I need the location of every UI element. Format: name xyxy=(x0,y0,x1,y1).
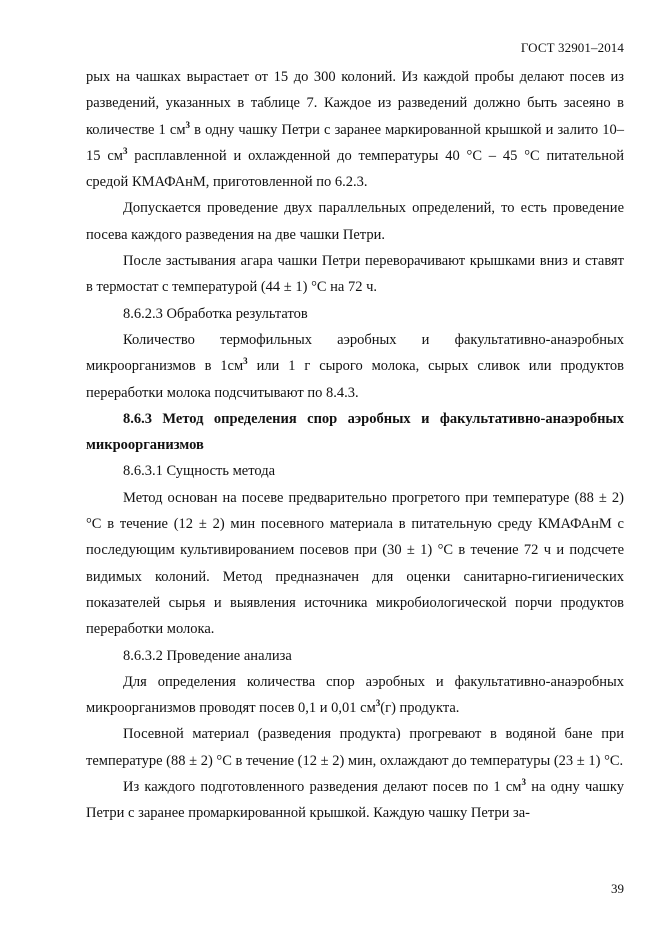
document-body xyxy=(86,64,624,827)
superscript: 3 xyxy=(122,145,128,156)
paragraph-text: Для определения количества спор аэробных и факультативно-анаэробных микроорганизмов проводят посев 0,1 и 0,01 см xyxy=(86,673,624,717)
superscript: 3 xyxy=(185,119,190,130)
page-number: 39 xyxy=(611,881,624,896)
section-heading-8-6-3: 8.6.3 Метод определения спор аэробных и факультативно-анаэробных микроорганизмов xyxy=(86,410,624,454)
paragraph-text: Количество термофильных аэробных и факультативно-анаэробных микроорганизмов в 1см xyxy=(86,331,624,375)
paragraph-text: рых на чашках вырастает от 15 до 300 колоний. Из каждой пробы делают посев из разведений, указанных в таблице 7. Каждое из разведений должно быть засеяно в количестве 1 см xyxy=(86,69,624,138)
section-title-8-6-3-1: 8.6.3.1 Сущность метода xyxy=(123,463,276,480)
document-header: ГОСТ 32901–2014 xyxy=(520,40,624,55)
paragraph-text: расплавленной и охлажденной до температуры 40 °С – 45 °С питательной средой КМАФАнМ, приготовленной по 6.2.3. xyxy=(86,147,624,191)
paragraph-text: (г) продукта. xyxy=(380,700,460,717)
section-title-8-6-2-3: 8.6.2.3 Обработка результатов xyxy=(123,305,308,322)
paragraph-method-essence: Метод основан на посеве предварительно прогретого при температуре (88 ± 2) °С в течение (12 ± 2) мин посевного материала в питательную среду КМАФАнМ с последующим культивированием посевов при (30 ± 1) °С в течение 72 ч и подсчете видимых колоний. Метод предназначен для оценки санитарно-гигиенических показателей сырья и выявления источника микробиологической порчи продуктов переработки молока. xyxy=(86,489,624,638)
paragraph-text: Из каждого подготовленного разведения делают посев по 1 см xyxy=(123,779,522,796)
paragraph-parallel-determinations: Допускается проведение двух параллельных определений, то есть проведение посева каждого разведения на две чашки Петри. xyxy=(86,200,624,243)
paragraph-inoculation xyxy=(86,774,624,827)
paragraph-continuation xyxy=(86,64,624,195)
superscript: 3 xyxy=(521,777,526,788)
paragraph-text: на одну чашку Петри с заранее промаркированной крышкой. Каждую чашку Петри за- xyxy=(86,779,624,822)
superscript: 3 xyxy=(375,698,381,709)
superscript: 3 xyxy=(243,356,248,367)
section-title-8-6-3-2: 8.6.3.2 Проведение анализа xyxy=(123,647,292,664)
paragraph-results xyxy=(86,327,624,406)
paragraph-text: в одну чашку Петри с заранее маркированной крышкой и залито 10–15 см xyxy=(86,121,624,164)
paragraph-spore-count xyxy=(86,669,624,722)
paragraph-incubation: После застывания агара чашки Петри переворачивают крышками вниз и ставят в термостат с температурой (44 ± 1) °С на 72 ч. xyxy=(86,253,624,296)
paragraph-heating: Посевной материал (разведения продукта) прогревают в водяной бане при температуре (88 ± 2) °С в течение (12 ± 2) мин, охлаждают до температуры (23 ± 1) °С. xyxy=(86,726,624,769)
paragraph-text: или 1 г сырого молока, сырых сливок или продуктов переработки молока подсчитывают по 8.4.3. xyxy=(86,358,624,401)
